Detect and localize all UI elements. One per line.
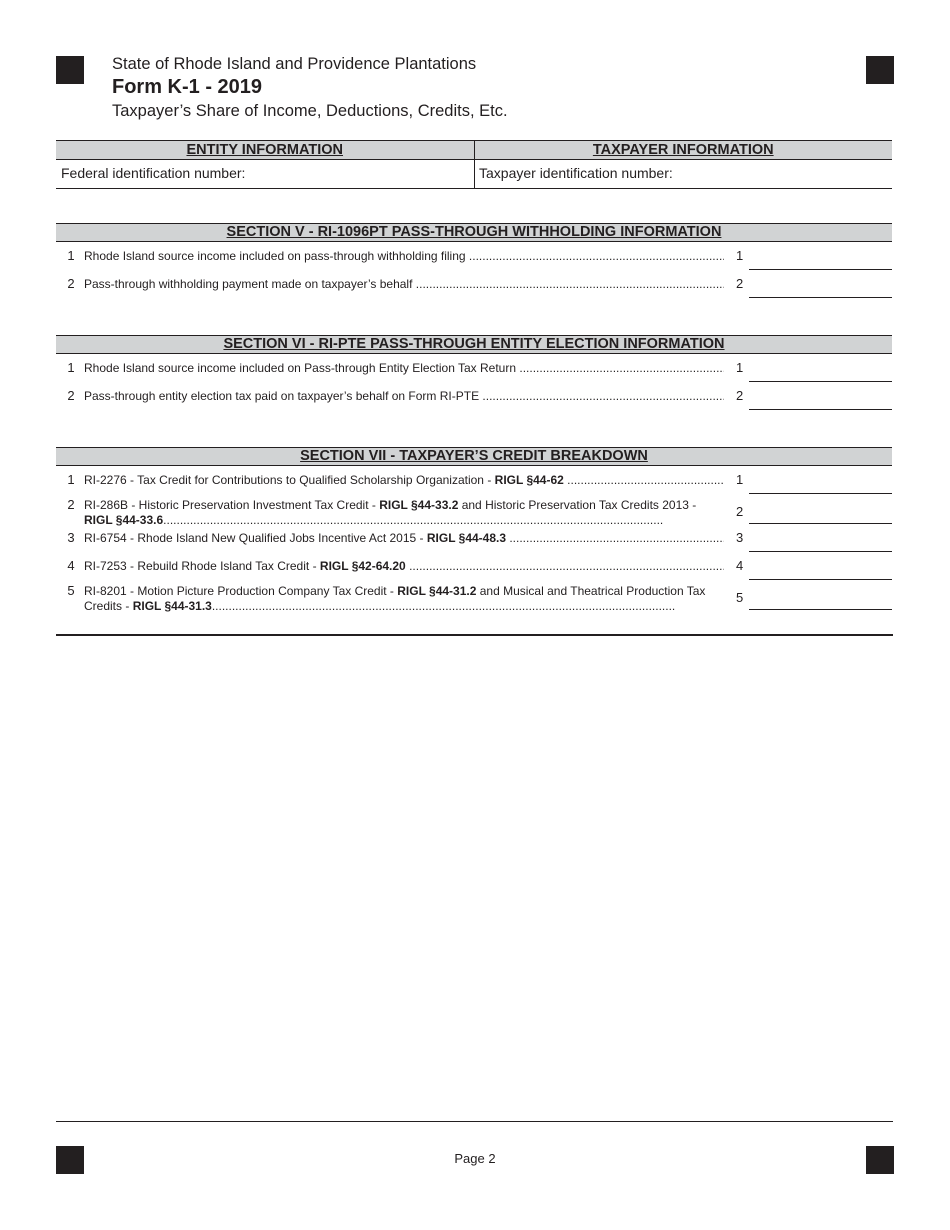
line-text: and Musical and Theatrical Production Tax Credits - [84, 584, 706, 613]
registration-mark-top-left [56, 56, 84, 84]
line-text: and Historic Preservation Tax Credits 2013 - [458, 498, 697, 512]
rigl-citation: RIGL §44-48.3 [426, 531, 507, 545]
line-description: Pass-through entity election tax paid on taxpayer’s behalf on Form RI-PTE ..... [84, 389, 724, 403]
line-number: 2 [67, 276, 75, 291]
line-text: RI-6754 - Rhode Island New Qualified Jobs Incentive Act 2015 - [84, 531, 427, 545]
section-v-line-2-amount-field[interactable] [749, 297, 892, 298]
section-vii [56, 447, 892, 613]
registration-mark-top-right [866, 56, 894, 84]
line-text: RI-2276 - Tax Credit for Contributions to Qualified Scholarship Organization - [84, 473, 495, 487]
section-vii-line-1 [56, 466, 892, 494]
form-subtitle: Taxpayer’s Share of Income, Deductions, Credits, Etc. [112, 102, 508, 120]
line-number: 5 [67, 583, 75, 598]
form-title: Form K-1 - 2019 [112, 76, 263, 98]
line-description [84, 584, 726, 614]
line-number: 1 [67, 248, 75, 263]
footer-rule [56, 1121, 893, 1122]
entity-info-heading: ENTITY INFORMATION [56, 141, 475, 159]
box-number: 2 [736, 504, 744, 519]
section-vi-line-1 [56, 354, 892, 382]
box-number: 4 [736, 558, 744, 573]
line-text: RI-286B - Historic Preservation Investment Tax Credit - [84, 498, 380, 512]
section-vii-line-5-amount-field[interactable] [749, 609, 892, 610]
state-name: State of Rhode Island and Providence Plantations [112, 55, 477, 73]
box-number: 2 [736, 276, 744, 291]
line-description: Rhode Island source income included on Pass-through Entity Election Tax Return ..... [84, 361, 724, 375]
section-v [56, 223, 892, 298]
line-number: 4 [67, 558, 75, 573]
rigl-citation: RIGL §44-33.2 [379, 498, 459, 512]
box-number: 3 [736, 530, 744, 545]
section-vii-line-2 [56, 494, 892, 527]
rigl-citation: RIGL §44-62 [494, 473, 564, 487]
taxpayer-info-heading: TAXPAYER INFORMATION [592, 142, 774, 158]
line-number: 1 [67, 472, 75, 487]
section-vii-title: SECTION VII - TAXPAYER’S CREDIT BREAKDOWN [56, 447, 892, 466]
line-number: 1 [67, 360, 75, 375]
rigl-citation: RIGL §42-64.20 [319, 559, 406, 573]
box-number: 1 [736, 472, 744, 487]
leader-dots: ...................................................................................................................................................... [163, 513, 664, 527]
section-vii-line-3 [56, 524, 892, 552]
leader-dots: ........................................................................................................................................... [211, 599, 676, 613]
section-vi-line-2-amount-field[interactable] [749, 409, 892, 410]
rigl-citation: RIGL §44-31.3 [132, 599, 212, 613]
line-description: Pass-through withholding payment made on taxpayer’s behalf ..... [84, 277, 724, 291]
rigl-citation: RIGL §44-31.2 [397, 584, 477, 598]
line-number: 3 [67, 530, 75, 545]
line-description [84, 531, 724, 545]
section-v-line-1 [56, 242, 892, 270]
line-description [84, 559, 724, 573]
line-number: 2 [67, 497, 75, 512]
box-number: 1 [736, 360, 744, 375]
info-body-row [56, 160, 892, 188]
line-text: RI-8201 - Motion Picture Production Company Tax Credit - [84, 584, 398, 598]
taxpayer-id-field[interactable]: Taxpayer identification number: [479, 165, 673, 181]
box-number: 5 [736, 590, 744, 605]
page-number: Page 2 [454, 1151, 496, 1166]
rigl-citation: RIGL §44-33.6 [84, 513, 164, 527]
federal-id-field[interactable]: Federal identification number: [56, 160, 475, 188]
section-v-line-2 [56, 270, 892, 298]
section-end-rule [56, 634, 893, 636]
box-number: 2 [736, 388, 744, 403]
section-vi-title: SECTION VI - RI-PTE PASS-THROUGH ENTITY ELECTION INFORMATION [56, 335, 892, 354]
info-table [56, 140, 892, 189]
section-vi [56, 335, 892, 410]
info-header-row [56, 141, 892, 160]
line-text: RI-7253 - Rebuild Rhode Island Tax Credit - [84, 559, 320, 573]
line-description [84, 473, 724, 487]
section-vii-line-5 [56, 580, 892, 613]
box-number: 1 [736, 248, 744, 263]
section-vii-line-4 [56, 552, 892, 580]
line-number: 2 [67, 388, 75, 403]
section-v-title: SECTION V - RI-1096PT PASS-THROUGH WITHHOLDING INFORMATION [56, 223, 892, 242]
section-vi-line-2 [56, 382, 892, 410]
line-description: Rhode Island source income included on pass-through withholding filing ..... [84, 249, 724, 263]
